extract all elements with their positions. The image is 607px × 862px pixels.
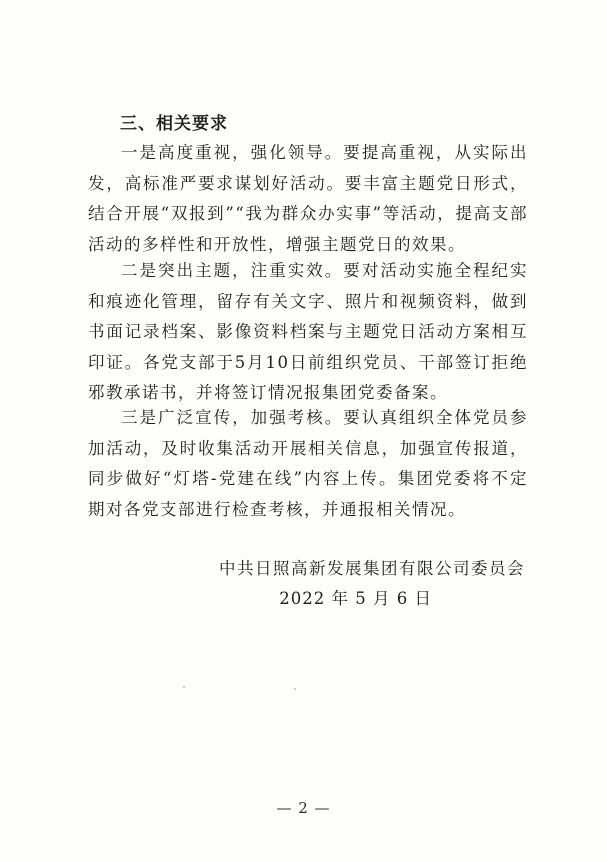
scan-speck <box>294 688 296 690</box>
paragraph-lead-2: 二是突出主题，注重实效。 <box>121 261 344 280</box>
requirement-paragraph-2 <box>88 256 528 409</box>
requirement-paragraph-1 <box>88 138 528 260</box>
paragraph-lead-1: 一是高度重视，强化领导。 <box>121 143 344 162</box>
paragraph-body-1: 要提高重视，从实际出发，高标准严要求谋划好活动。要丰富主题党日形式，结合开展“双报到”“我为群众办实事”等活动，提高支部活动的多样性和开放性，增强主题党日的效果。 <box>88 143 529 254</box>
page-number: — 2 — <box>276 799 331 817</box>
paragraph-body-2: 要对活动实施全程纪实和痕迹化管理，留存有关文字、照片和视频资料，做到书面记录档案、影像资料档案与主题党日活动方案相互印证。各党支部于5月10日前组织党员、干部签订拒绝邪教承诺书，并将签订情况报集团党委备案。 <box>88 261 529 402</box>
paragraph-lead-3: 三是广泛宣传，加强考核。 <box>121 408 344 427</box>
scan-speck <box>183 686 185 688</box>
section-heading: 三、相关要求 <box>120 114 228 134</box>
signature-organization: 中共日照高新发展集团有限公司委员会 <box>219 559 525 578</box>
requirement-paragraph-3 <box>88 403 528 525</box>
paragraph-body-3: 要认真组织全体党员参加活动，及时收集活动开展相关信息，加强宣传报道，同步做好“灯塔-党建在线”内容上传。集团党委将不定期对各党支部进行检查考核，并通报相关情况。 <box>88 408 529 519</box>
signature-date: 2022 年 5 月 6 日 <box>279 589 432 608</box>
